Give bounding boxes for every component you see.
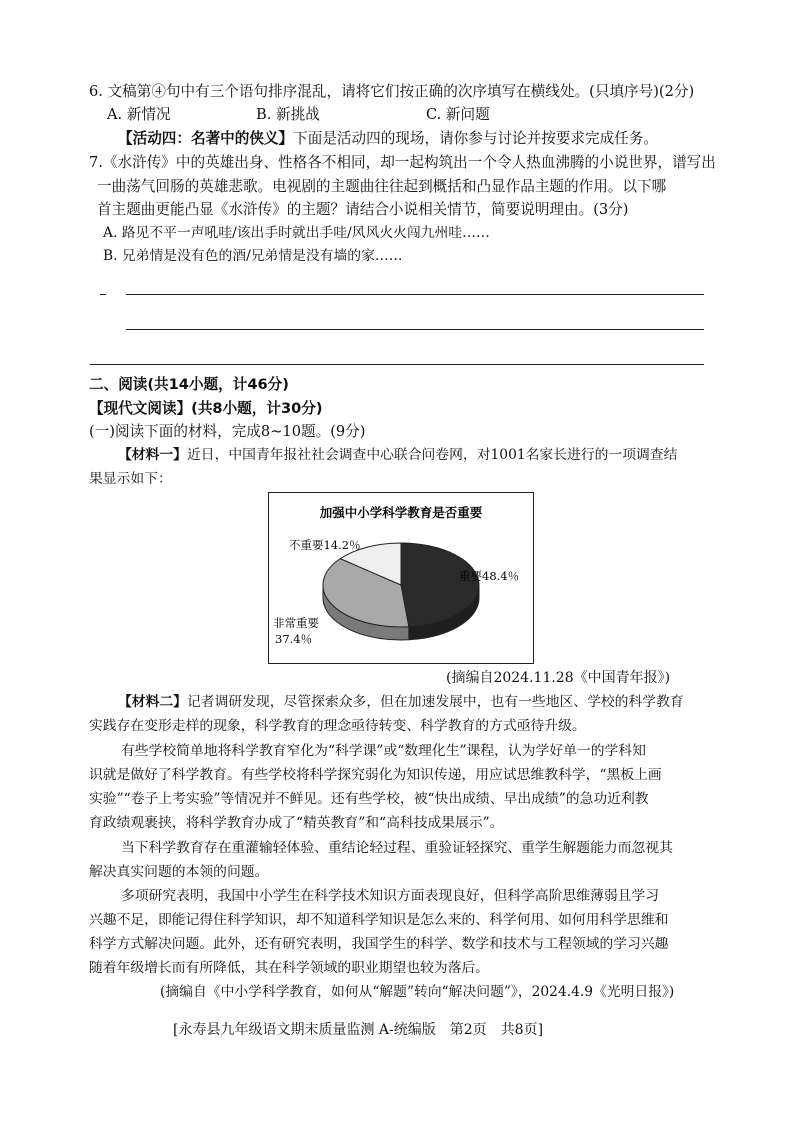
- chart-title: 加强中小学科学教育是否重要: [319, 505, 483, 520]
- material-1-label: 【材料一】: [118, 447, 187, 463]
- question-6-text: 6. 文稿第④句中有三个语句排序混乱，请将它们按正确的次序填写在横线处。(只填序号)(2分): [89, 83, 695, 100]
- material-2-label: 【材料二】: [118, 694, 187, 710]
- material-1-text: 近日，中国青年报社社会调查中心联合问卷网，对1001名家长进行的一项调查结: [186, 447, 678, 463]
- material-2-p2-line-1: 有些学校简单地将科学教育窄化为“科学课”或“数理化生”课程，认为学好单一的学科知: [121, 743, 646, 759]
- material-1-line-2: 果显示如下：: [89, 471, 172, 487]
- q6-option-a: A. 新情况: [107, 106, 171, 123]
- material-2-p4-line-3: 科学方式解决问题。此外，还有研究表明，我国学生的科学、数学和技术与工程领域的学习兴趣: [89, 936, 669, 952]
- label-very-important-name: 非常重要: [273, 616, 319, 630]
- q7-option-b: B. 兄弟情是没有色的酒/兄弟情是没有墙的家……: [103, 248, 403, 264]
- page-footer: [永寿县九年级语文期末质量监测 A-统编版 第2页 共8页]: [173, 1022, 544, 1038]
- material-2-p2-line-4: 育政绩观裹挟，将科学教育办成了“精英教育”和“高科技成果展示”。: [89, 815, 504, 831]
- material-2-text: 记者调研发现，尽管探索众多，但在加速发展中，也有一些地区、学校的科学教育: [186, 694, 684, 710]
- material-2-p4-line-4: 随着年级增长而有所降低，其在科学领域的职业期望也较为落后。: [89, 960, 490, 976]
- material-2-p2-line-2: 识就是做好了科学教育。有些学校将科学探究弱化为知识传递，用应试思维教科学，“黑板上画: [89, 767, 662, 783]
- q7-line-2: 一曲荡气回肠的英雄悲歌。电视剧的主题曲往往起到概括和凸显作品主题的作用。以下哪: [97, 178, 667, 195]
- source-2: (摘编自《中小学科学教育，如何从“解题”转向“解决问题”》，2024.4.9《光明日报》): [160, 984, 675, 1000]
- material-2-line-1: [118, 692, 684, 712]
- part-1-instruction: (一)阅读下面的材料，完成8~10题。(9分): [89, 423, 366, 440]
- section-2-heading: 二、阅读(共14小题，计46分): [89, 376, 289, 393]
- material-1-line-1: [118, 445, 677, 465]
- pie-chart-svg: [269, 493, 533, 663]
- answer-line-3[interactable]: [90, 364, 704, 365]
- label-important: 重要48.4％: [459, 569, 520, 583]
- source-1: (摘编自2024.11.28《中国青年报》): [446, 670, 671, 686]
- label-not-important: 不重要14.2％: [289, 538, 361, 552]
- q6-option-c: C. 新问题: [426, 106, 490, 123]
- answer-line-1[interactable]: [126, 294, 704, 295]
- activity-4-label: 【活动四：名著中的侠义】: [118, 130, 294, 147]
- answer-line-2[interactable]: [126, 329, 704, 330]
- pie-slices: [323, 543, 479, 627]
- pie-chart: [268, 492, 534, 664]
- material-2-p3-line-2: 解决真实问题的本领的问题。: [89, 864, 269, 880]
- q6-option-b: B. 新挑战: [256, 106, 320, 123]
- q7-line-3: 首主题曲更能凸显《水浒传》的主题？请结合小说相关情节，简要说明理由。(3分): [97, 201, 629, 218]
- activity-4-line: [118, 129, 658, 149]
- q7-line-1: 7.《水浒传》中的英雄出身、性格各不相同，却一起构筑出一个令人热血沸腾的小说世界，谱写出: [89, 154, 716, 171]
- answer-line-mark: [100, 294, 106, 295]
- q7-option-a: A. 路见不平一声吼哇/该出手时就出手哇/风风火火闯九州哇……: [103, 225, 490, 241]
- material-2-p4-line-2: 兴趣不足，即能记得住科学知识，却不知道科学知识是怎么来的、科学何用、如何用科学思维和: [89, 912, 669, 928]
- activity-4-intro: 下面是活动四的现场，请你参与讨论并按要求完成任务。: [293, 130, 658, 147]
- material-2-p2-line-3: 实验”“卷子上考实验”等情况并不鲜见。还有些学校，被“快出成绩、早出成绩”的急功近利教: [89, 791, 649, 807]
- material-2-p4-line-1: 多项研究表明，我国中小学生在科学技术知识方面表现良好，但科学高阶思维薄弱且学习: [121, 888, 660, 904]
- material-2-p3-line-1: 当下科学教育存在重灌输轻体验、重结论轻过程、重验证轻探究、重学生解题能力而忽视其: [121, 840, 673, 856]
- modern-reading-heading: 【现代文阅读】(共8小题，计30分): [89, 400, 323, 417]
- label-very-important-value: 37.4％: [275, 632, 313, 646]
- material-2-p1-line-2: 实践存在变形走样的现象，科学教育的理念亟待转变、科学教育的方式亟待升级。: [89, 718, 586, 734]
